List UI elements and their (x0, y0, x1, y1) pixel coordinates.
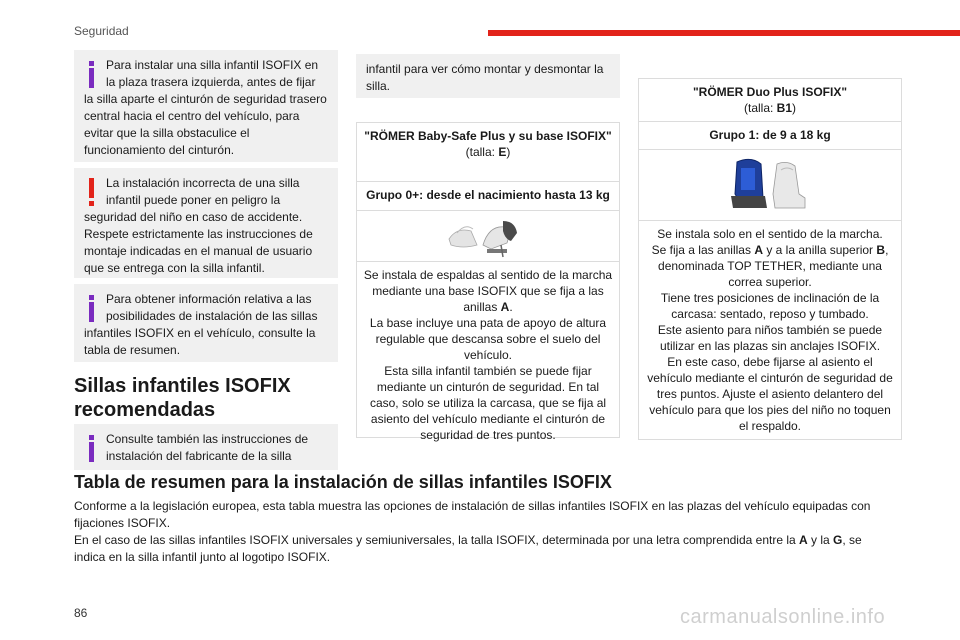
child-seat-image (725, 154, 815, 214)
seat-card-header (639, 79, 901, 122)
seat-card-baby-safe (356, 122, 620, 442)
seat-image (639, 150, 901, 221)
warning-icon (84, 175, 100, 209)
note-text: Consulte también las instrucciones de instalación del fabricante de la silla (106, 432, 309, 463)
page-number: 86 (74, 606, 88, 620)
watermark: carmanualsonline.info (680, 606, 886, 628)
seat-card-duo-plus (638, 78, 902, 440)
summary-body (74, 498, 894, 566)
summary-title: Tabla de resumen para la instalación de sillas infantiles ISOFIX (74, 472, 612, 492)
note-text: Para obtener información relativa a las posibilidades de instalación de las sillas infantiles ISOFIX en el vehículo, consulte la tabla de resumen. (84, 292, 318, 357)
info-note-summary-table (74, 284, 338, 362)
info-icon (84, 57, 100, 91)
baby-carrier-image (443, 215, 533, 259)
note-text: Para instalar una silla infantil ISOFIX en la plaza trasera izquierda, antes de fijar la silla aparte el cinturón de seguridad trasero central hacia el centro del vehículo, para evitar que la silla obstaculice el funcionamiento del cinturón. (84, 58, 327, 157)
warning-note-installation (74, 168, 338, 278)
seat-group: Grupo 1: de 9 a 18 kg (639, 122, 901, 150)
header-accent-bar (488, 30, 960, 36)
summary-paragraph-1: Conforme a la legislación europea, esta tabla muestra las opciones de instalación de sillas infantiles ISOFIX en las plazas del vehículo equipadas con fijaciones ISOFIX. (74, 499, 871, 530)
info-note-continuation (356, 54, 620, 98)
info-icon (84, 291, 100, 325)
seat-card-header (357, 123, 619, 182)
info-note-isofix-left-seat (74, 50, 338, 162)
summary-paragraph-2: En el caso de las sillas infantiles ISOFIX universales y semiuniversales, la talla ISOFIX, determinada por una letra comprendida entre la A y la G, se indica en la silla infantil junto al logotipo ISOFIX. (74, 533, 862, 564)
warning-text: La instalación incorrecta de una silla infantil puede poner en peligro la seguridad del niño en caso de accidente. Respete estrictamente las instrucciones de montaje indicadas en el manual de usuario que se entrega con la silla infantil. (84, 176, 313, 275)
seat-name: "RÖMER Duo Plus ISOFIX" (692, 85, 848, 99)
seat-description: Se instala de espaldas al sentido de la marcha mediante una base ISOFIX que se fija a las anillas A. La base incluye una pata de apoyo de altura regulable que descansa sobre el suelo del vehículo. Esta silla infantil también se puede fijar mediante un cinturón de seguridad. En tal caso, solo se utiliza la carcasa, que se fija al asiento del vehículo mediante el cinturón de seguridad de tres puntos. (363, 268, 613, 442)
seat-group: Grupo 0+: desde el nacimiento hasta 13 kg (357, 182, 619, 211)
page-header-title: Seguridad (74, 24, 129, 38)
note-text: infantil para ver cómo montar y desmontar la silla. (366, 62, 604, 93)
seat-size: (talla: B1) (743, 101, 797, 115)
info-icon (84, 431, 100, 465)
seat-name: "RÖMER Baby-Safe Plus y su base ISOFIX" (364, 129, 612, 143)
info-note-manufacturer (74, 424, 338, 470)
seat-size: (talla: E) (465, 145, 511, 159)
seat-description: Se instala solo en el sentido de la marcha. Se fija a las anillas A y a la anilla superior B, denominada TOP TETHER, mediante una correa superior. Tiene tres posiciones de inclinación de la carcasa: sentado, reposo y tumbado. Este asiento para niños también se puede utilizar en las plazas sin anclajes ISOFIX. En este caso, debe fijarse al asiento el vehículo mediante el cinturón de seguridad de tres puntos. Ajuste el asiento delantero del vehículo para que los pies del niño no toquen el respaldo. (647, 227, 893, 433)
seat-image (357, 211, 619, 262)
section-title: Sillas infantiles ISOFIX recomendadas (74, 375, 291, 421)
